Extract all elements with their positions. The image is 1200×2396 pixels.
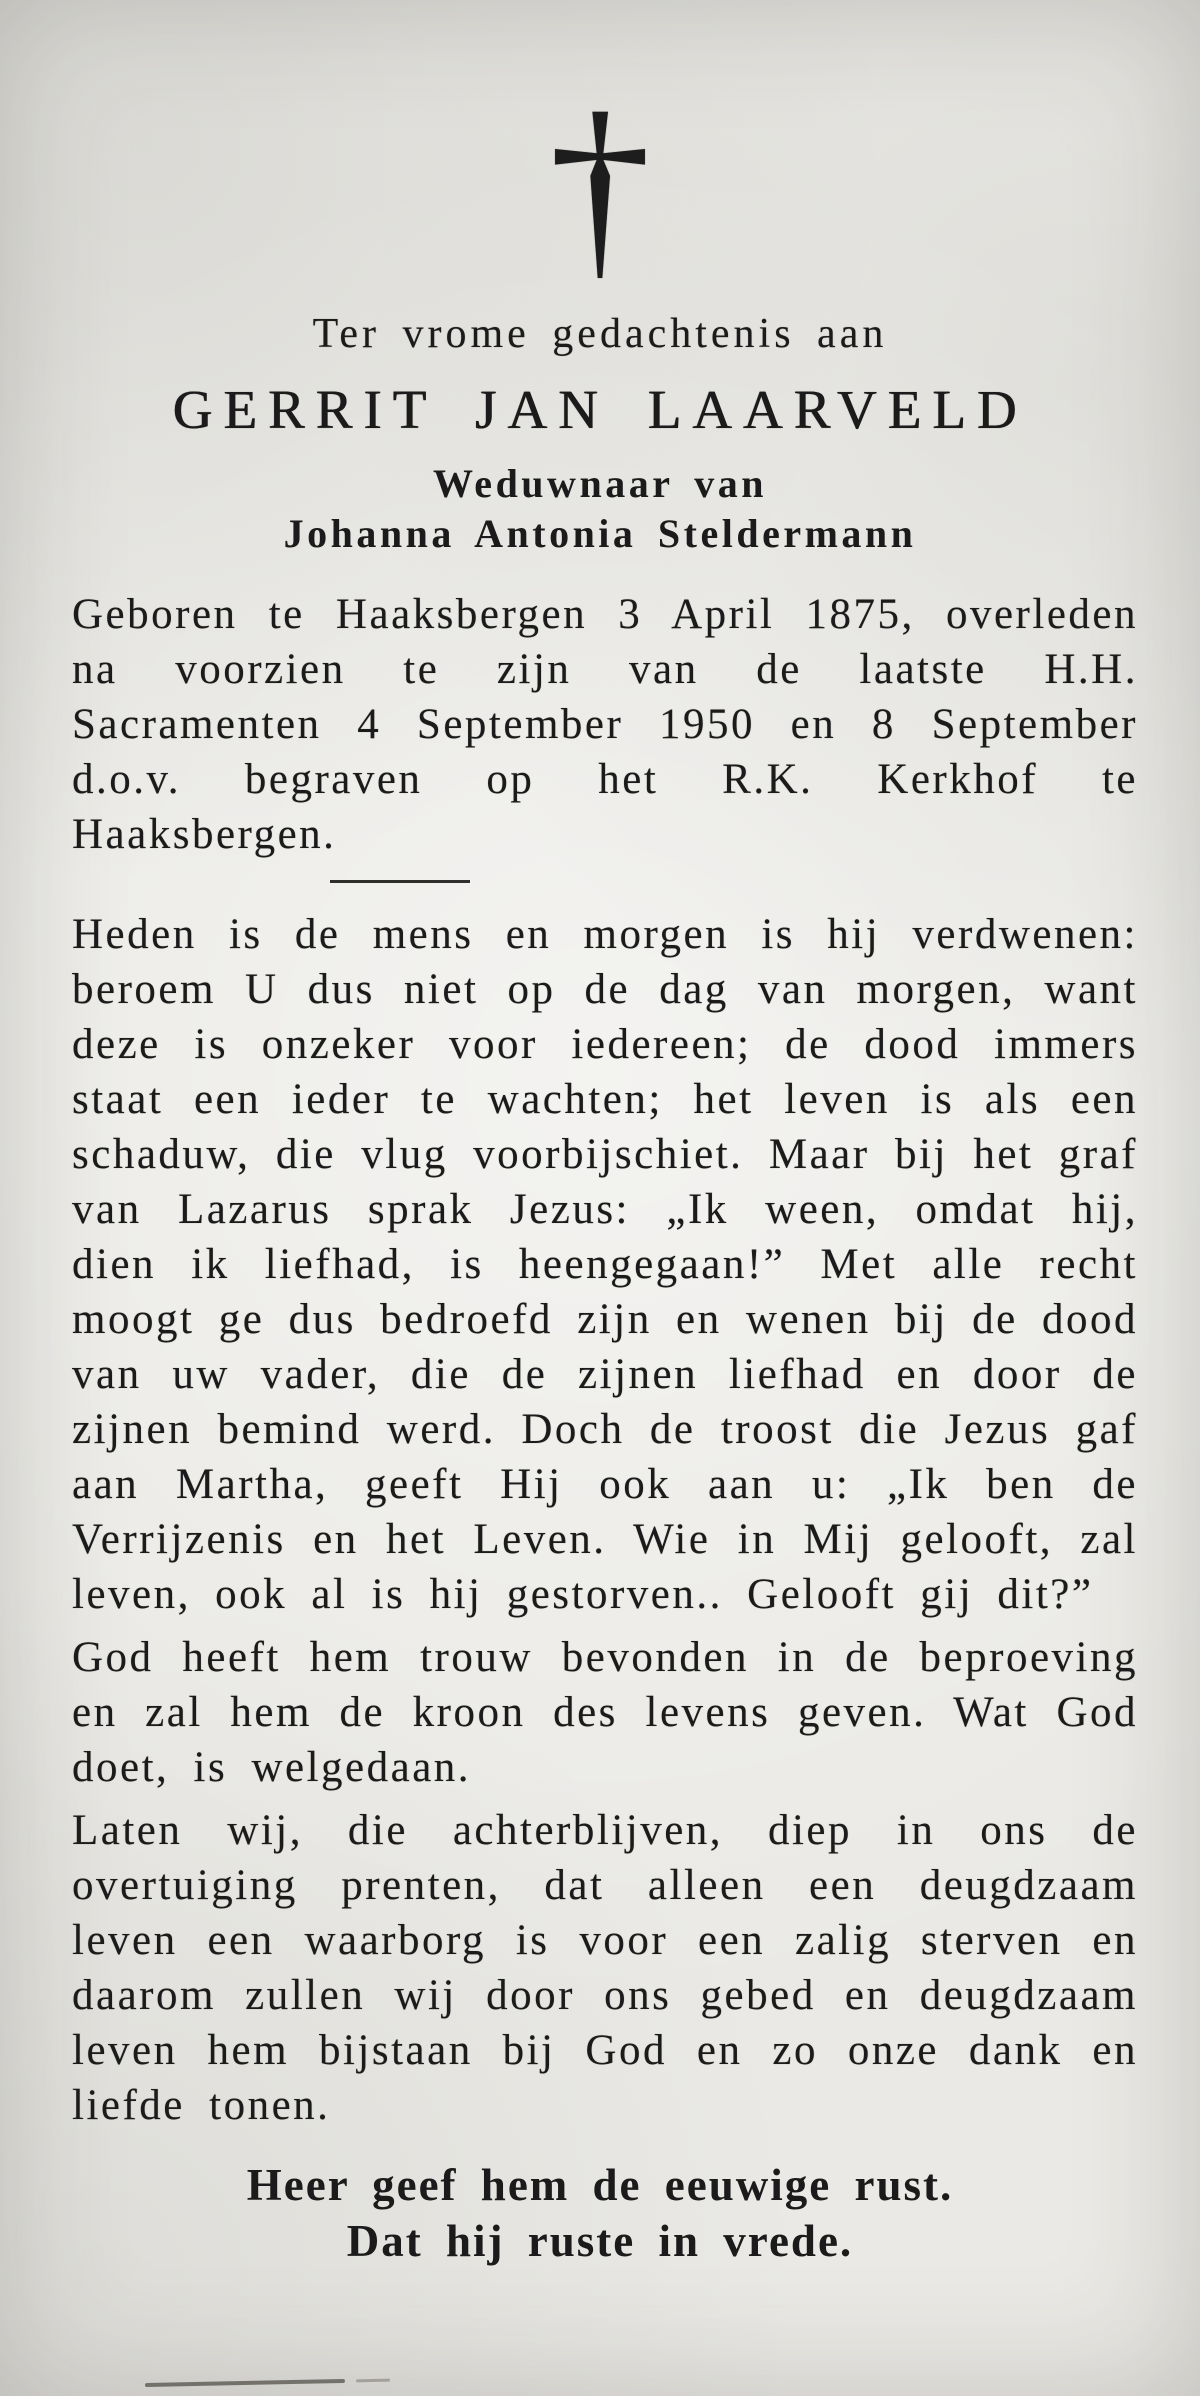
meditation-paragraph-1: Heden is de mens en morgen is hij verdwenen: beroem U dus niet op de dag van morgen, want deze is onzeker voor iedereen; de dood immers staat een ieder te wachten; het leven is als een schaduw, die vlug voorbijschiet. Maar bij het graf van Lazarus sprak Jezus: „Ik ween, omdat hij, dien ik liefhad, is heengegaan!” Met alle recht moogt ge dus bedroefd zijn en wenen bij de dood van uw vader, die de zijnen liefhad en door de zijnen bemind werd. Doch de troost die Jezus gaf aan Martha, geeft Hij ook aan u: „Ik ben de Verrijzenis en het Leven. Wie in Mij gelooft, zal leven, ook al is hij gestorven.. Gelooft gij dit?” bbox=[72, 911, 1138, 1618]
scan-artifact bbox=[356, 2379, 390, 2383]
widower-line: Weduwnaar van bbox=[433, 461, 767, 506]
spouse-name: Johanna Antonia Steldermann bbox=[283, 511, 917, 556]
divider-rule bbox=[330, 880, 470, 883]
scan-artifact bbox=[145, 2379, 345, 2387]
closing-prayer-line-1: Heer geef hem de eeuwige rust. bbox=[246, 2160, 954, 2210]
biography-paragraph: Geboren te Haaksbergen 3 April 1875, overleden na voorzien te zijn van de laatste H.H. Sacramenten 4 September 1950 en 8 September d.o.v. begraven op het R.K. Kerkhof te Haaksbergen. bbox=[72, 591, 1138, 858]
meditation-paragraph-3: Laten wij, die achterblijven, diep in ons de overtuiging prenten, dat alleen een deugdzaam leven een waarborg is voor een zalig sterven en daarom zullen wij door ons gebed en deugdzaam leven hem bijstaan bij God en zo onze dank en liefde tonen. bbox=[72, 1807, 1138, 2129]
cross-icon: † bbox=[548, 72, 652, 299]
closing-prayer-line-2: Dat hij ruste in vrede. bbox=[346, 2216, 854, 2266]
intro-line: Ter vrome gedachtenis aan bbox=[312, 311, 888, 357]
deceased-name: GERRIT JAN LAARVELD bbox=[172, 379, 1028, 440]
meditation-paragraph-2: God heeft hem trouw bevonden in de beproeving en zal hem de kroon des levens geven. Wat God doet, is welgedaan. bbox=[72, 1634, 1138, 1791]
